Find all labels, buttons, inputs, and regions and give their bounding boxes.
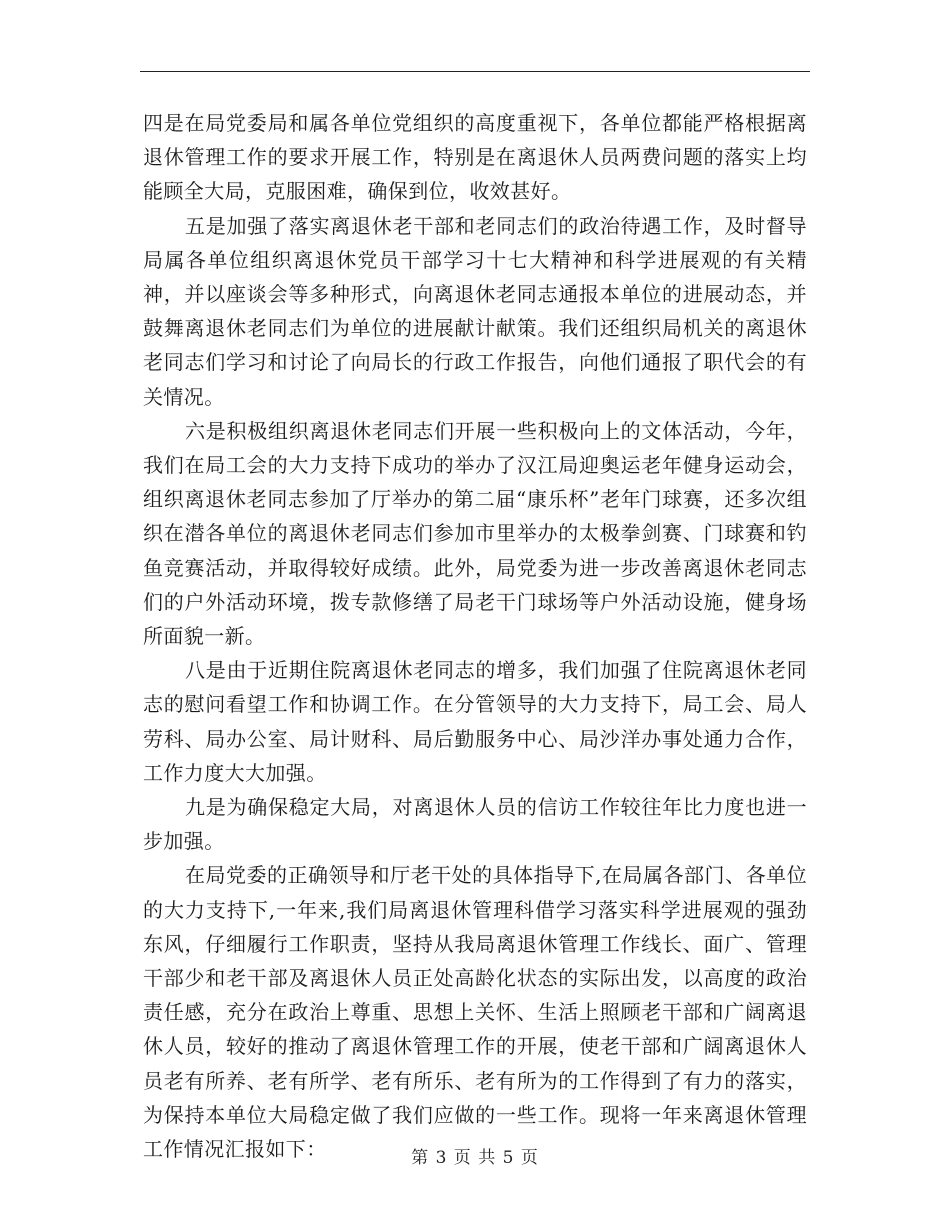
paragraph-9: 九是为确保稳定大局，对离退休人员的信访工作较往年比力度也进一步加强。 — [143, 795, 807, 854]
page-number-footer: 第 3 页 共 5 页 — [411, 1148, 539, 1168]
document-body — [143, 106, 807, 1166]
paragraph-6: 六是积极组织离退休老同志们开展一些积极向上的文体活动，今年，我们在局工会的大力支持下成功的举办了汉江局迎奥运老年健身运动会，组织离退休老同志参加了厅举办的第二届“康乐杯”老年门球赛，还多次组织在潜各单位的离退休老同志们参加市里举办的太极拳剑赛、门球赛和钓鱼竞赛活动，并取得较好成绩。此外，局党委为进一步改善离退休老同志们的户外活动环境，拨专款修缮了局老干门球场等户外活动设施，健身场所面貌一新。 — [143, 418, 807, 649]
paragraph-4: 四是在局党委局和属各单位党组织的高度重视下，各单位都能严格根据离退休管理工作的要求开展工作，特别是在离退休人员两费问题的落实上均能顾全大局，克服困难，确保到位，收效甚好。 — [143, 111, 807, 204]
paragraph-8: 八是由于近期住院离退休老同志的增多，我们加强了住院离退休老同志的慰问看望工作和协调工作。在分管领导的大力支持下，局工会、局人劳科、局办公室、局计财科、局后勤服务中心、局沙洋办事处通力合作，工作力度大大加强。 — [143, 658, 807, 785]
header-rule — [140, 71, 810, 72]
paragraph-5: 五是加强了落实离退休老干部和老同志们的政治待遇工作，及时督导局属各单位组织离退休党员干部学习十七大精神和科学进展观的有关精神，并以座谈会等多种形式，向离退休老同志通报本单位的进展动态，并鼓舞离退休老同志们为单位的进展献计献策。我们还组织局机关的离退休老同志们学习和讨论了向局长的行政工作报告，向他们通报了职代会的有关情况。 — [143, 213, 807, 409]
paragraph-summary: 在局党委的正确领导和厅老干处的具体指导下,在局属各部门、各单位的大力支持下,一年来,我们局离退休管理科借学习落实科学进展观的强劲东风，仔细履行工作职责，坚持从我局离退休管理工作线长、面广、管理干部少和老干部及离退休人员正处高龄化状态的实际出发，以高度的政治责任感，充分在政治上尊重、思想上关怀、生活上照顾老干部和广阔离退休人员，较好的推动了离退休管理工作的开展，使老干部和广阔离退休人员老有所养、老有所学、老有所乐、老有所为的工作得到了有力的落实，为保持本单位大局稳定做了我们应做的一些工作。现将一年来离退休管理工作情况汇报如下： — [143, 863, 807, 1162]
